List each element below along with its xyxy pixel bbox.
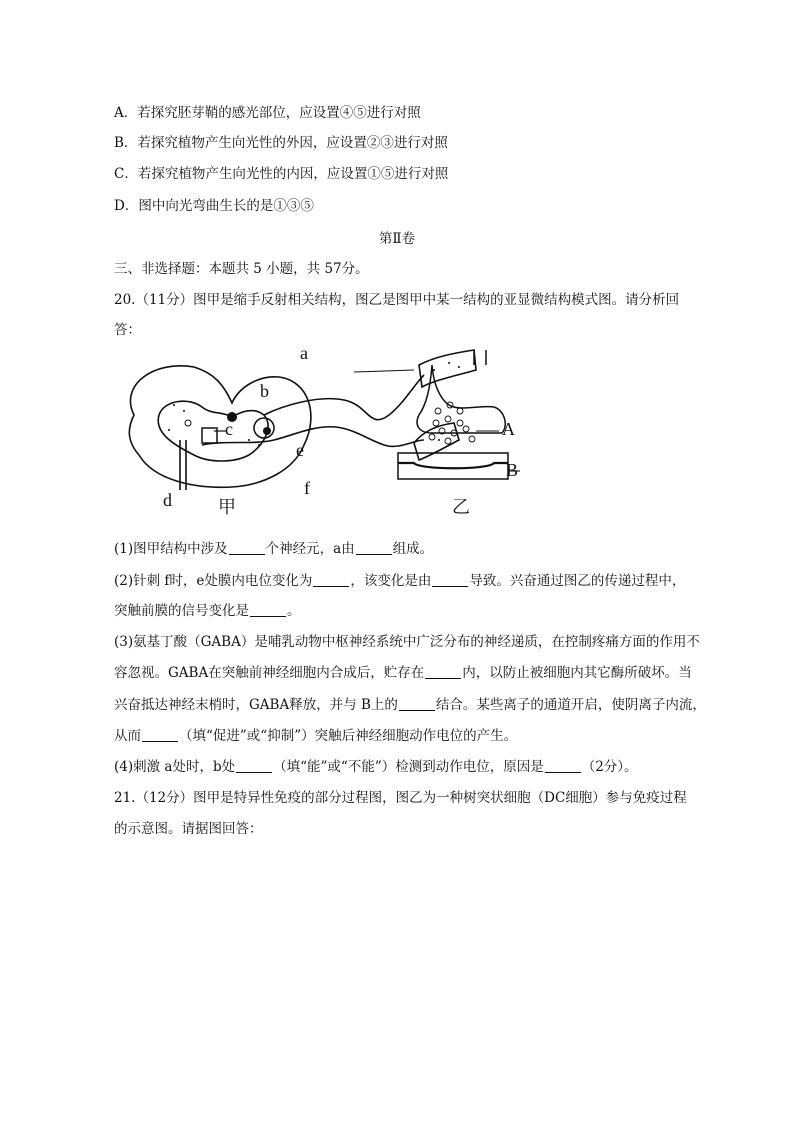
q20-stem-line-2: 答：	[114, 322, 141, 338]
q20-figure	[114, 345, 534, 525]
label-e: e	[296, 440, 304, 460]
option-d: D．图中向光弯曲生长的是①③⑤	[114, 198, 314, 214]
option-c: C．若探究植物产生向光性的内因，应设置①⑤进行对照	[114, 166, 449, 182]
label-f: f	[304, 478, 310, 498]
answer-blank[interactable]	[432, 572, 468, 587]
section-title: 第Ⅱ卷	[378, 231, 416, 247]
synapse-box-c	[202, 428, 217, 443]
section-header: 三、非选择题：本题共 5 小题，共 57分。	[114, 261, 369, 277]
q20-part-4: (4)刺激 a处时，b处 （填“能”或“不能”）检测到动作电位，原因是 （2分）。	[114, 759, 638, 775]
receptor-skin	[419, 350, 476, 387]
reflex-arc-diagram	[114, 345, 534, 525]
q21-stem-line-1: 21.（12分）图甲是特异性免疫的部分过程图，图乙为一种树突状细胞（DC细胞）参与免疫过程	[114, 790, 687, 806]
central-canal	[185, 420, 191, 426]
label-A: A	[502, 419, 515, 439]
q20-part-1: (1)图甲结构中涉及 个神经元，a由 组成。	[114, 541, 434, 557]
label-B: B	[506, 460, 519, 480]
gray-matter	[158, 401, 268, 461]
efferent-nerve	[202, 427, 424, 447]
q20-stem-line-1: 20.（11分）图甲是缩手反射相关结构，图乙是图甲中某一结构的亚显微结构模式图。请分析回	[114, 292, 680, 308]
synapse-terminal	[417, 365, 505, 433]
answer-blank[interactable]	[250, 602, 286, 617]
q20-part-3-line-1: (3)氨基丁酸（GABA）是哺乳动物中枢神经系统中广泛分布的神经递质，在控制疼痛方面的作用不	[114, 634, 700, 650]
ganglion	[254, 418, 274, 438]
label-d: d	[163, 490, 172, 510]
label-b: b	[260, 381, 269, 401]
answer-blank[interactable]	[399, 696, 435, 711]
q20-part-3-line-3: 兴奋抵达神经末梢时，GABA释放，并与 B上的 结合。某些离子的通道开启，使阴离子内流，	[114, 697, 706, 713]
afferent-nerve	[264, 375, 424, 420]
option-b: B．若探究植物产生向光性的外因，应设置②③进行对照	[114, 135, 448, 151]
answer-blank[interactable]	[425, 664, 461, 679]
caption-yi: 乙	[452, 497, 470, 518]
answer-blank[interactable]	[313, 572, 349, 587]
caption-jia: 甲	[218, 497, 236, 518]
spinal-cord-outline	[129, 366, 311, 487]
effector-muscle	[414, 423, 459, 460]
q20-part-3-line-4: 从而 （填“促进”或“抑制”）突触后神经细胞动作电位的产生。	[114, 728, 518, 744]
q20-part-2-line-1: (2)针刺 f时，e处膜内电位变化为 ，该变化是由 导致。兴奋通过图乙的传递过程中，	[114, 573, 686, 589]
q21-stem-line-2: 的示意图。请据图回答：	[114, 821, 263, 837]
q20-part-2-line-2: 突触前膜的信号变化是 。	[114, 603, 301, 619]
label-a: a	[300, 343, 308, 363]
answer-blank[interactable]	[229, 540, 265, 555]
ganglion-cell-body	[263, 427, 271, 435]
answer-blank[interactable]	[356, 540, 392, 555]
label-c: c	[225, 419, 233, 439]
answer-blank[interactable]	[236, 758, 272, 773]
option-a: A．若探究胚芽鞘的感光部位，应设置④⑤进行对照	[114, 105, 421, 121]
q20-part-3-line-2: 容忽视。GABA在突触前神经细胞内合成后，贮存在 内，以防止被细胞内其它酶所破坏。当	[114, 665, 692, 681]
answer-blank[interactable]	[142, 727, 178, 742]
answer-blank[interactable]	[545, 758, 581, 773]
